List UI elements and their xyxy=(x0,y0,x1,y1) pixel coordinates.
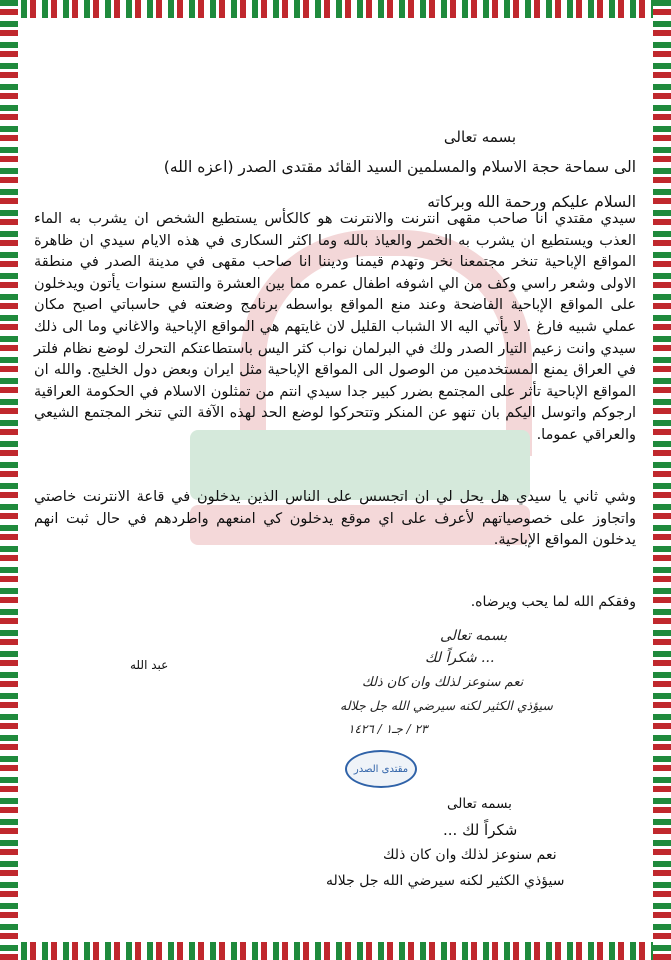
addressee: الى سماحة حجة الاسلام والمسلمين السيد القائد مقتدى الصدر (اعزه الله) xyxy=(163,158,636,176)
seal-stamp xyxy=(345,750,417,788)
handwritten-reply-line2: شكراً لك ... xyxy=(425,650,495,666)
body-paragraph: سيدي مقتدي انا صاحب مقهى انترنت والانترنت هو كالكأس يستطيع الشخص ان يشرب به الماء العذب ويستطيع ان يشرب به الخمر والعياذ بالله وما اكثر السكارى في هذه الايام سيدي ان ظاهرة المواقع الإباحية تنخر مجتمعنا نخر وتهدم قيمنا وديننا انا صاحب مقهى في مدينة الصدر في منطقة الاولى وشعر راسي وكف من الي اشوفه اطفال عمره مما بين العشرة والتسع سنوات يأتون ويدخلون على المواقع الإباحية الفاضحة وعند منع المواقع بواسطه برنامج وضعته في حاسباتي اصبح مكان عملي شبيه فارغ . لا يأتي اليه الا الشباب القليل لان غايتهم هي المواقع الإباحية والاغاني وما الى ذلك سيدي وانت زعيم التيار الصدر ولك في البرلمان نواب كثر اليس باستطاعتكم التحرك لوضع نظام فلتر في العراق يمنع المستخدمين من الوصول الى المواقع الإباحية مثل ايران وبعض دول الخليج. والله ان المواقع الإباحية تأثر على المجتمع بضرر كبير جدا سيدي انتم من تمثلون الاسلام في الحكومة العراقية ارجوكم واتوسل اليكم بان تنهو عن المنكر وتتحركوا لوضع الحد لهذه الآفة التي تنخر المجتمع الشيعي والعراقي عموما. xyxy=(34,211,636,443)
decorative-border-top xyxy=(0,0,671,18)
typed-reply-line2: شكراً لك ... xyxy=(443,821,518,839)
greeting: السلام عليكم ورحمة الله وبركاته xyxy=(427,193,636,211)
handwritten-date: ٢٣ / جـ١ / ١٤٢٦ xyxy=(348,722,428,736)
stamp-text: مقتدى الصدر xyxy=(353,763,409,775)
decorative-border-left xyxy=(0,0,18,960)
handwritten-reply-line3: نعم سنوعز لذلك وان كان ذلك xyxy=(362,675,524,690)
typed-reply-line1: بسمه تعالى xyxy=(447,796,512,812)
closing: وفقكم الله لما يحب ويرضاه. xyxy=(470,594,636,610)
handwritten-reply-line1: بسمه تعالى xyxy=(440,628,508,644)
decorative-border-bottom xyxy=(0,942,671,960)
decorative-border-right xyxy=(653,0,671,960)
signature: عبد الله xyxy=(130,658,169,672)
typed-reply-line3: نعم سنوعز لذلك وان كان ذلك xyxy=(383,847,557,863)
basmala: بسمه تعالى xyxy=(443,128,516,146)
typed-reply-line4: سيؤذي الكثير لكنه سيرضي الله جل جلاله xyxy=(326,873,565,889)
question-paragraph: وشي ثاني يا سيدي هل يحل لي ان اتجسس على الناس الذين يدخلون في قاعة الانترنت خاصتي واتجاوز على خصوصياتهم لأعرف على اي موقع يدخلون كي امنعهم واطردهم في حال ثبت انهم يدخلون المواقع الإباحية. xyxy=(34,489,636,549)
handwritten-reply-line4: سيؤذي الكثير لكنه سيرضي الله جل جلاله xyxy=(340,698,553,713)
